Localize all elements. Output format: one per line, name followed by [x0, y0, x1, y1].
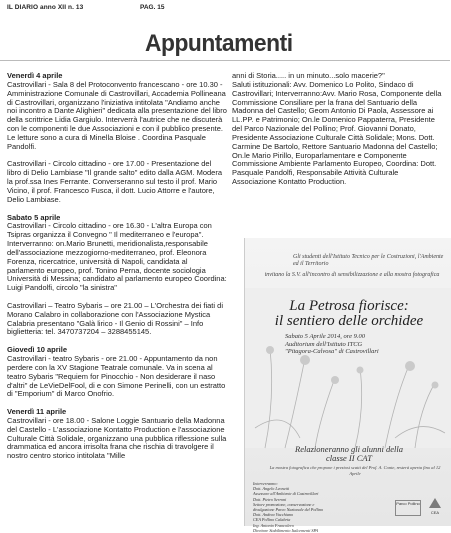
speaker-line: divulgazione Parco Nazionale del Pollino — [253, 507, 324, 513]
poster-report — [249, 445, 449, 463]
event-speakers — [232, 81, 444, 187]
event-block — [7, 346, 227, 399]
event-text: Castrovillari - teatro Sybaris - ore 21.00 - Appuntamento da non perdere con la XV Stagione Teatrale comunale. Va in scena al teatro Sybaris "Requiem for Pinocchio - Non desiderare il naso d'altri" de LeVieDelFool, di e con Simone Perinelli, con un estratto di "Emporium" di Marco Onofrio. — [7, 354, 226, 399]
page-title: Appuntamenti — [145, 30, 293, 57]
event-text: Castrovillari – Teatro Sybaris – ore 21.00 – L'Orchestra dei fiati di Morano Calabro in collaborazione con l'Associazione Mystica Calabria presentano "Galà lirico - Il Genio di Rossini" – Info biglietteria: tel. 3470737204 – 3288455145. — [7, 300, 223, 337]
speaker-line: Dott. Pietro Serroni — [253, 496, 287, 502]
page-number: PAG. 15 — [140, 4, 165, 11]
park-logo: Parco Pollino — [395, 500, 421, 516]
event-text: anni di Storia..... in un minuto...solo macerie?" — [232, 71, 385, 80]
poster-date: Sabato 5 Aprile 2014, ore 9.00 — [285, 333, 365, 340]
poster-subcaption: invitano la S.V. all'incontro di sensibilizzazione e alla mostra fotografica — [264, 272, 440, 278]
poster-venue-2: "Pitagora-Calvosa" di Castrovillari — [285, 348, 379, 355]
event-block — [7, 408, 227, 461]
event-heading: Giovedì 10 aprile — [7, 345, 68, 355]
poster-date-venue — [285, 333, 445, 356]
poster-report-line-2: classe II CAT — [326, 453, 372, 463]
speaker-line: Direttore Stabilimento Italcementi SPA — [253, 527, 319, 533]
event-block — [7, 72, 227, 152]
speaker-line: Settore promozione, conservazione e — [253, 501, 315, 507]
event-heading: Venerdì 4 aprile — [7, 71, 63, 80]
event-text: Castrovillari - Circolo cittadino - ore 17.00 - Presentazione del libro di Delio Lambiase "Il grande salto" edito dalla AGM. Modera la prof.ssa Ines Ferrante. Converseranno sul testo il prof. Mario Vicino, il prof. Francesco Fusca, il dott. Lucio Attorre e l'autore, Delio Lambiase. — [7, 159, 223, 204]
title-divider — [0, 60, 450, 61]
poster-logos — [395, 496, 451, 522]
speaker-line: Assessore all'Ambiente di Castrovillari — [253, 491, 319, 497]
poster-report-line: Relazioneranno gli alunni della — [295, 444, 403, 454]
event-block — [7, 160, 227, 204]
poster-venue: Auditorium dell'Istituto ITCG — [285, 340, 363, 348]
poster-title-2: il sentiero delle orchidee — [274, 313, 424, 329]
speaker-line: CEA Pollino Calabria — [253, 517, 291, 523]
event-text: Saluti istituzionali: Avv. Domenico Lo Polito, Sindaco di Castrovillari; Interverranno:Avv. Mario Rosa, Componente della Commissione Consiliare per la frana del Santuario della Madonna del Castello; Geom Antonio Di Paola, Assessore ai LL.PP. e Patrimonio; On.le Domenico Pappaterra, Presidente del Parco Nazionale del Pollino; Prof. Giovanni Donato, Presidente Associazione Culturale Città Solidale; Mons. Dott. Carmine De Bartolo, Rettore Santuario Madonna del Castello; On.le Mario Pirillo, Europarlamentare e Componente Commissione Ambiente Parlamento Europeo, Coordina: Dott. Pasquale Pandolfi, Responsabile Attività Culturale Associazione Kontatto Production. — [232, 79, 442, 187]
speaker-line: Dott. Angelo Leonetti — [253, 486, 290, 492]
event-heading: Venerdì 11 aprile — [7, 407, 67, 417]
speaker-line: Dott. Andrea Vacchiano — [253, 512, 294, 518]
right-column — [232, 72, 444, 232]
speaker-line: Interverranno: — [253, 481, 278, 486]
poster-note: La mostra fotografica che propone i preziosi scatti del Prof. A. Conte, resterà aperta fino al 12 Aprile — [269, 465, 441, 476]
poster-title: La Petrosa fiorisce: — [289, 298, 409, 314]
poster-speakers — [253, 481, 383, 533]
event-text: Castrovillari - Circolo cittadino - ore 16.30 - L'altra Europa con Tsipras organizza il Convegno " Il mediterraneo e l'europa". Interverranno: on.Mario Brunetti, meridionalista,responsabile dell'associazione mezzogiorno-mediterraneo, prof. Eleonora Forenza, ricercatrice, università di Napoli, candidata al parlamento europeo, prof. Tonino Perna, docente sociologia Università di Messina; candidato al parlamento europeo Coordina: Luigi Pandolfi, circolo "la sinistra" — [7, 221, 227, 293]
event-text: Castrovillari - Sala 8 del Protoconvento francescano - ore 10.30 - Amministrazione Comunale di Castrovillari, Accademia Pollineana di Castrovillari, organizzano l'iniziativa intitolata "Andiamo anche noi incontro a Dante Alighieri" dedicata alla presentazione del libro della scrittrice Lidia Gargiulo. Interverrà l'autrice che ne discuterà con le componenti le due Associazioni e con il pubblico presente. Le letture sono a cura di Minella Bloise . Coordina Pasquale Pandolfi. — [7, 79, 227, 151]
event-heading: Sabato 5 aprile — [7, 212, 61, 222]
speaker-line: Ing. Antonio Francolero — [253, 522, 294, 528]
page-header — [0, 0, 450, 20]
event-text: Castrovillari - ore 18.00 - Salone Loggie Santuario della Madonna del Castello - L'associazione Kontatto Production e l'associazione Culturale Città Solidale, organizzano una pubblica riflessione sulla drammatica ed ancora irrisolta frana che rischia di travolgere il nostro centro storico intitolata "Mille — [7, 415, 227, 461]
event-block — [7, 214, 227, 294]
event-block — [7, 302, 227, 337]
left-column — [7, 72, 227, 527]
publication-label: IL DIARIO anno XII n. 13 — [7, 4, 84, 11]
event-poster — [244, 238, 451, 533]
cea-logo: CEA — [423, 498, 447, 516]
poster-caption: Gli studenti dell'Istituto Tecnico per le Costruzioni, l'Ambiente ed il Territorio — [293, 254, 444, 267]
